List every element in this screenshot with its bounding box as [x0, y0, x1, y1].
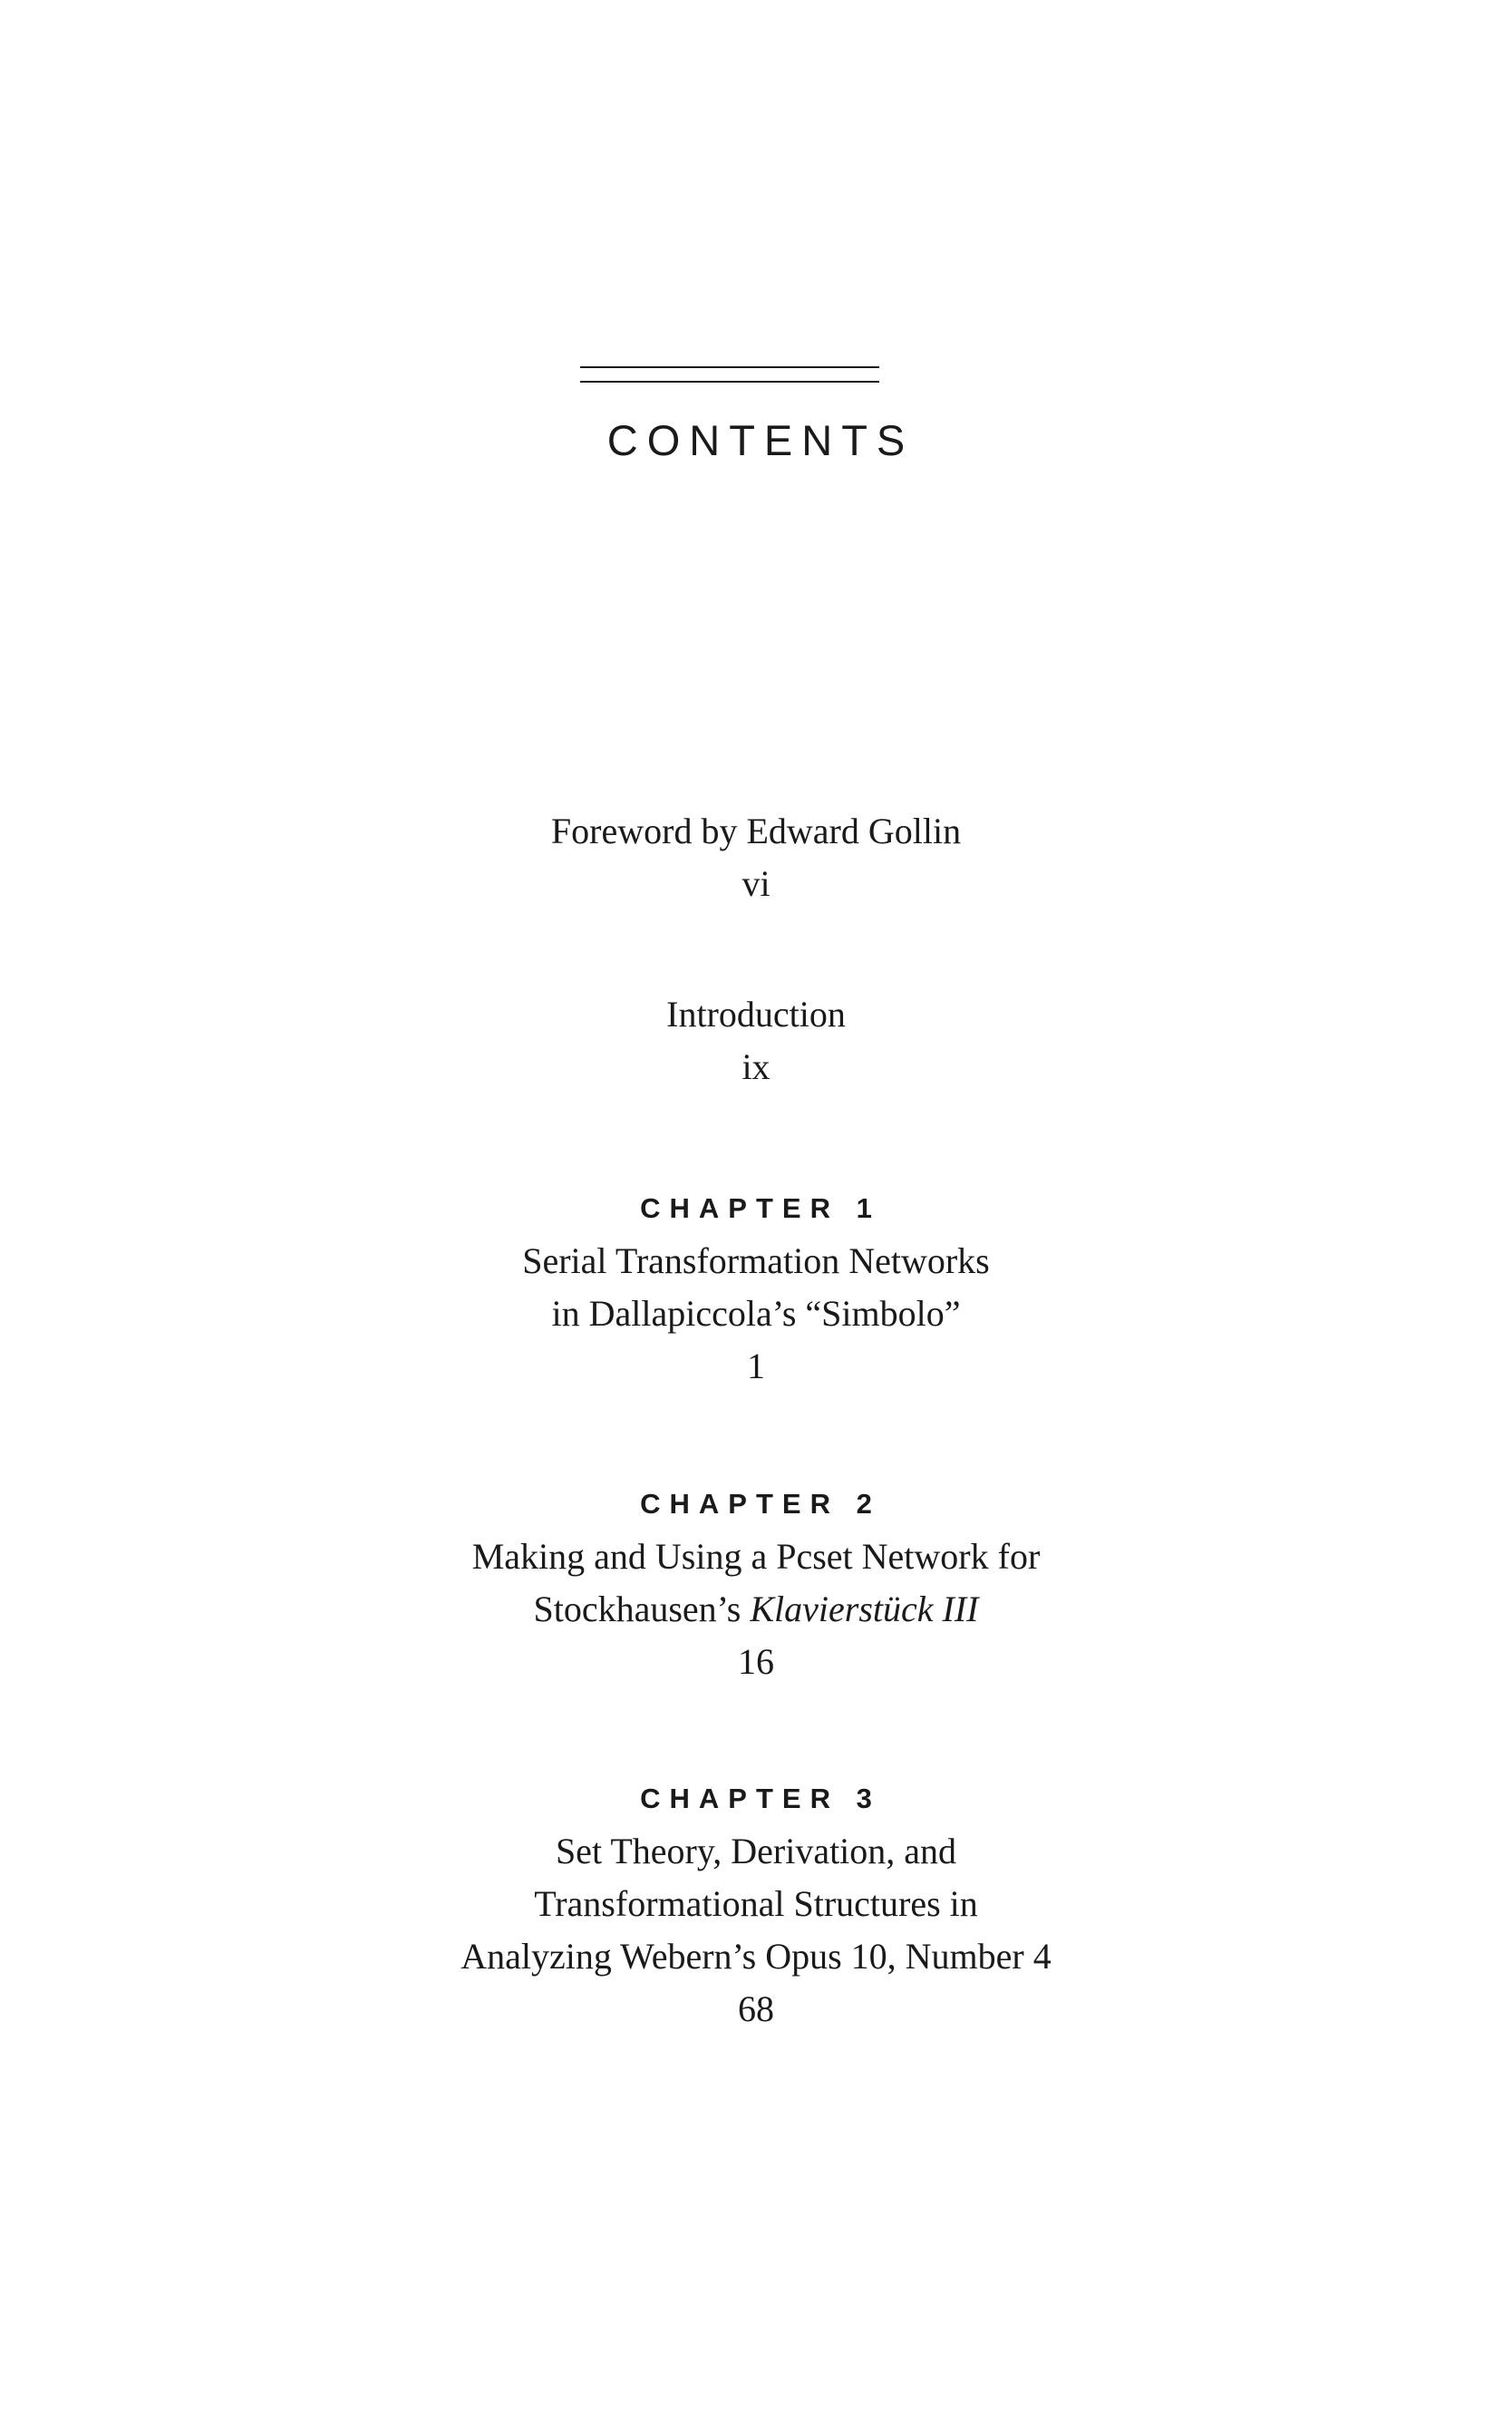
toc-entry-chapter-2[interactable]: [0, 1478, 1512, 1688]
page-title: CONTENTS: [606, 416, 915, 464]
toc-entry-chapter-1[interactable]: [0, 1182, 1512, 1393]
toc-entry-page-number: vi: [741, 863, 771, 904]
toc-entry-title-line: Set Theory, Derivation, and: [555, 1831, 957, 1871]
toc-entry-introduction[interactable]: [0, 988, 1512, 1093]
toc-entry-title-line: Stockhausen’s: [533, 1589, 751, 1629]
toc-entry-chapter-3[interactable]: [0, 1773, 1512, 2036]
chapter-label: CHAPTER 2: [640, 1488, 881, 1520]
heading-rule-top: [580, 366, 879, 368]
toc-entry-title: Introduction: [666, 994, 846, 1035]
heading-rule-bottom: [580, 381, 879, 383]
toc-entry-title: Foreword by Edward Gollin: [550, 811, 962, 851]
toc-entry-title-line: Serial Transformation Networks: [522, 1240, 990, 1281]
toc-entry-page-number: 1: [747, 1346, 765, 1386]
toc-entry-title-line: Making and Using a Pcset Network for: [471, 1536, 1041, 1577]
toc-entry-page-number: ix: [741, 1046, 771, 1087]
toc-entry-title-line: Analyzing Webern’s Opus 10, Number 4: [460, 1936, 1052, 1977]
toc-entry-title-italic: Klavierstück III: [750, 1589, 979, 1629]
toc-entry-title-line: in Dallapiccola’s “Simbolo”: [551, 1293, 961, 1334]
chapter-label: CHAPTER 3: [640, 1783, 881, 1814]
toc-entry-title-line: Transformational Structures in: [534, 1883, 978, 1924]
toc-entry-title-line-wrapper: [0, 1583, 1512, 1636]
toc-entry-page-number: 68: [738, 1988, 774, 2029]
chapter-label: CHAPTER 1: [640, 1192, 881, 1224]
toc-entry-page-number: 16: [738, 1641, 774, 1682]
toc-entry-foreword[interactable]: [0, 805, 1512, 910]
